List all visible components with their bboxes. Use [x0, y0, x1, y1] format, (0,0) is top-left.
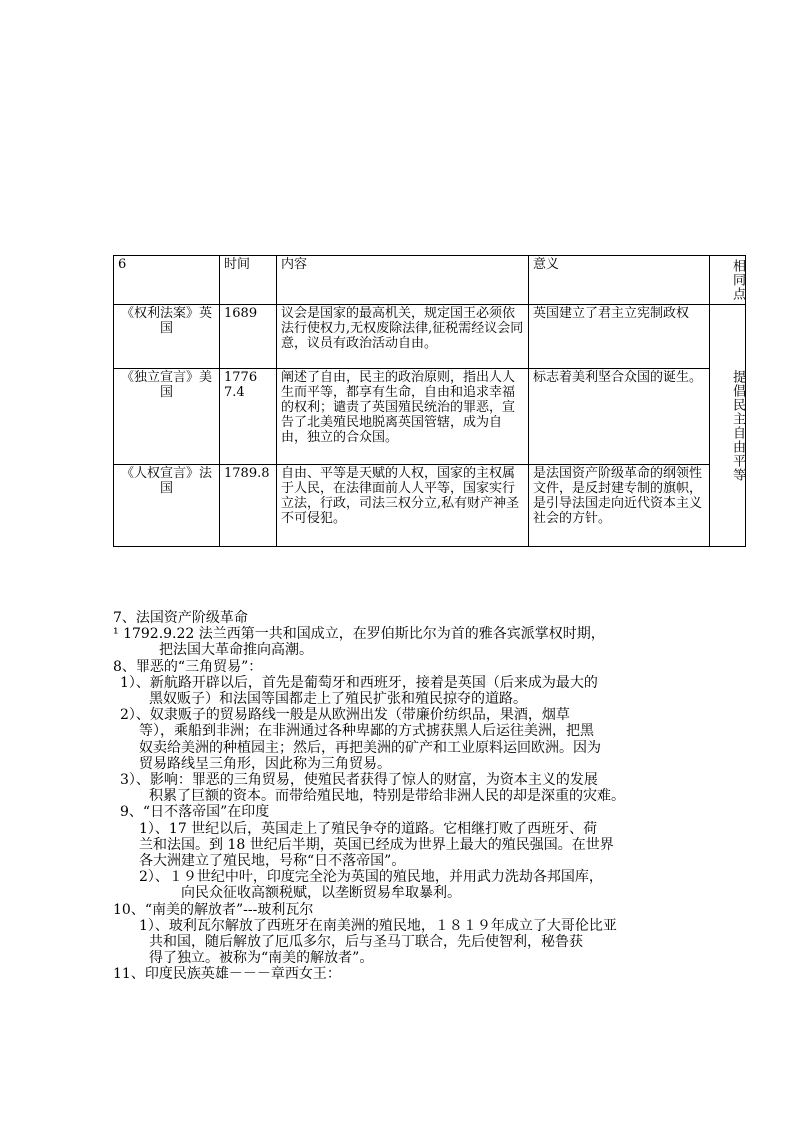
table-row	[114, 369, 746, 465]
document-time: 1689	[220, 305, 277, 369]
section-heading: 11、印度民族英雄－－－章西女王：	[113, 966, 341, 983]
document-time: 1789.8	[220, 465, 277, 547]
note-line: 黑奴贩子）和法国等国都走上了殖民扩张和殖民掠夺的道路。	[149, 691, 527, 708]
table-header-row	[114, 256, 746, 305]
header-number: 6	[114, 256, 220, 305]
note-line: 兰和法国。到 18 世纪后半期，英国已经成为世界上最大的殖民强国。在世界	[139, 836, 614, 853]
comparison-table	[113, 255, 746, 547]
note-line: 贸易路线呈三角形，因此称为三角贸易。	[139, 755, 391, 772]
common-point: 提倡民主自由平等	[710, 305, 746, 547]
note-line: 1）、17 世纪以后，英国走上了殖民争夺的道路。它相继打败了西班牙、荷	[139, 820, 598, 837]
table-row	[114, 305, 746, 369]
note-line: 3）、影响：罪恶的三角贸易，使殖民者获得了惊人的财富，为资本主义的发展	[120, 772, 598, 789]
document-content: 自由、平等是天赋的人权，国家的主权属于人民，在法律面前人人平等，国家实行立法，行政，司法三权分立,私有财产神圣不可侵犯。	[277, 465, 529, 547]
note-line: 共和国，随后解放了厄瓜多尔，后与圣马丁联合，先后使智利，秘鲁获	[149, 934, 583, 951]
header-time: 时间	[220, 256, 277, 305]
note-line: 得了独立。被称为“南美的解放者”。	[149, 950, 374, 967]
document-name: 《独立宣言》美国	[114, 369, 220, 465]
note-line: 2）、奴隶贩子的贸易路线一般是从欧洲出发（带廉价纺织品，果酒，烟草	[120, 707, 570, 724]
section-heading: 10、“南美的解放者”---玻利瓦尔	[113, 901, 314, 918]
note-line: 1）、玻利瓦尔解放了西班牙在南美洲的殖民地，１８１９年成立了大哥伦比亚	[139, 917, 617, 934]
document-time: 1776 7.4	[220, 369, 277, 465]
note-line: 2）、１９世纪中叶，印度完全沦为英国的殖民地，并用武力洗劫各邦国库，	[139, 869, 603, 886]
notes-section	[113, 610, 683, 983]
document-name: 《人权宣言》法国	[114, 465, 220, 547]
note-line: 各大洲建立了殖民地，号称“日不落帝国”。	[139, 853, 406, 870]
note-line: 奴卖给美洲的种植园主；然后，再把美洲的矿产和工业原料运回欧洲。因为	[139, 739, 601, 756]
section-heading: 7、法国资产阶级革命	[113, 610, 248, 626]
note-line: 积累了巨额的资本。而带给殖民地，特别是带给非洲人民的却是深重的灾难。	[149, 788, 625, 805]
note-line: 1）、新航路开辟以后，首先是葡萄牙和西班牙，接着是英国（后来成为最大的	[120, 674, 598, 691]
header-meaning: 意义	[529, 256, 710, 305]
document-content: 阐述了自由，民主的政治原则，指出人人生而平等，都享有生命，自由和追求幸福的权利；谴责了英国殖民统治的罪恶，宣告了北美殖民地脱离英国管辖，成为自由，独立的合众国。	[277, 369, 529, 465]
section-heading: 8、罪恶的“三角贸易”：	[113, 658, 263, 675]
table-row	[114, 465, 746, 547]
document-meaning: 是法国资产阶级革命的纲领性文件，是反封建专制的旗帜，是引导法国走向近代资本主义社会的方针。	[529, 465, 710, 547]
document-meaning: 英国建立了君主立宪制政权	[529, 305, 710, 369]
section-heading: 9、“日不落帝国”在印度	[120, 804, 270, 821]
header-common: 相同点	[710, 256, 746, 305]
note-line: ¹ 1792.9.22 法兰西第一共和国成立，在罗伯斯比尔为首的雅各宾派掌权时期，	[113, 626, 605, 643]
document-content: 议会是国家的最高机关，规定国王必须依法行使权力,无权废除法律,征税需经议会同意，议员有政治活动自由。	[277, 305, 529, 369]
note-line: 把法国大革命推向高潮。	[159, 642, 313, 659]
note-line: 向民众征收高额税赋，以垄断贸易牟取暴利。	[181, 885, 461, 902]
note-line: 等），乘船到非洲；在非洲通过各种卑鄙的方式掳获黑人后运往美洲，把黑	[139, 723, 594, 740]
document-name: 《权利法案》英国	[114, 305, 220, 369]
document-meaning: 标志着美利坚合众国的诞生。	[529, 369, 710, 465]
header-content: 内容	[277, 256, 529, 305]
